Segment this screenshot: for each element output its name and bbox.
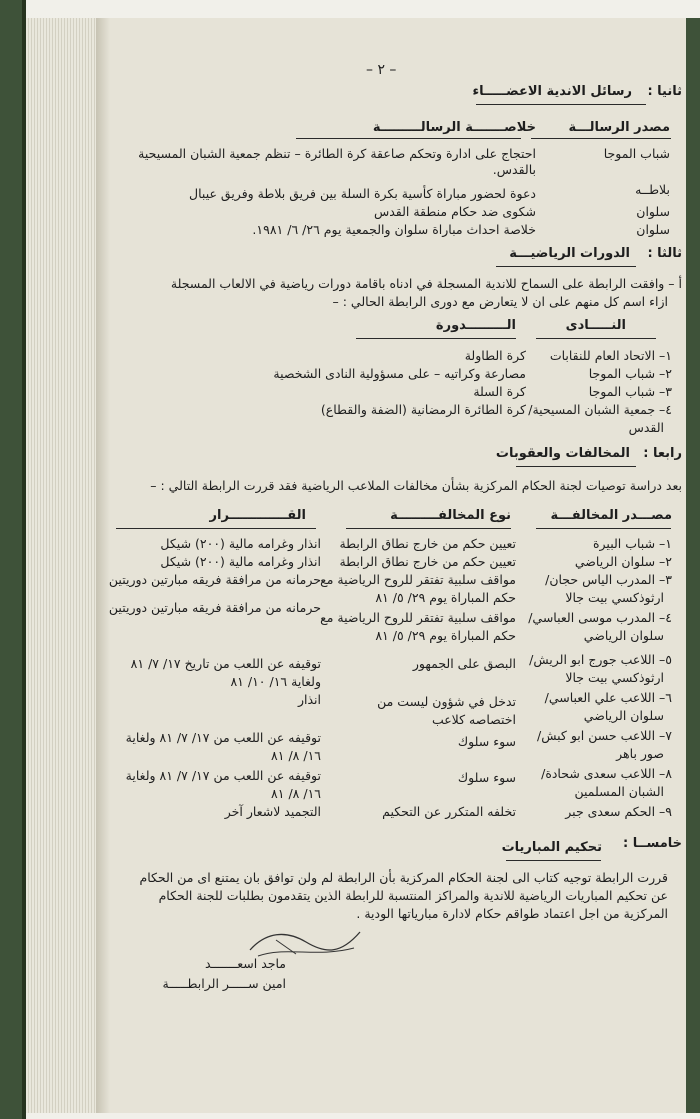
section2-col-source: مصدر الرسالـــة xyxy=(568,120,670,135)
violation-col-decision: القـــــــــــــرار xyxy=(209,508,306,523)
section2-prefix: ثانيا : xyxy=(647,84,682,99)
msg-summary-3: شكوى ضد حكام منطقة القدس xyxy=(373,204,536,219)
msg-summary-2: دعوة لحضور مباراة كأسية بكرة السلة بين فريق بلاطة وفريق عيبال xyxy=(189,186,536,201)
book-binding xyxy=(0,0,22,1119)
col-course-underline xyxy=(356,338,516,339)
msg-source-3: سلوان xyxy=(636,204,670,219)
violation-decision-1: انذار وغرامه مالية (٢٠٠) شيكل xyxy=(160,536,321,551)
violation-source-9: ٩– الحكم سعدى جبر xyxy=(565,804,672,819)
section3-underline xyxy=(496,266,636,267)
violation-type-8: سوء سلوك xyxy=(457,770,516,785)
violation-type-1: تعيين حكم من خارج نطاق الرابطة xyxy=(339,536,516,551)
msg-summary-1b: بالقدس. xyxy=(492,162,536,177)
section5-underline xyxy=(506,860,601,861)
violation-col-type: نوع المخالفـــــــــة xyxy=(390,508,511,523)
course-club-3: ٣– شباب الموجا xyxy=(588,384,672,399)
course-name-3: كرة السلة xyxy=(473,384,526,399)
violation-col-decision-underline xyxy=(116,528,316,529)
violation-source-5: ٥– اللاعب جورج ابو الريش/ xyxy=(529,652,672,667)
msg-summary-4: خلاصة احداث مباراة سلوان والجمعية يوم ٢٦/ ٦/ ١٩٨١. xyxy=(252,222,536,237)
page-number: – ٢ – xyxy=(366,62,397,78)
section4-intro: بعد دراسة توصيات لجنة الحكام المركزية بشأن مخالفات الملاعب الرياضية فقد قررت الرابطة التالي : – xyxy=(150,478,682,493)
course-club-4: ٤– جمعية الشبان المسيحية/ xyxy=(528,402,672,417)
col-source-underline xyxy=(531,138,671,139)
violation-source-6b: سلوان الرياضي xyxy=(583,708,664,723)
section4-title: المخالفات والعقوبات xyxy=(495,446,630,461)
violation-type-4b: حكم المباراة يوم ٢٩/ ٥/ ٨١ xyxy=(375,628,516,643)
course-club-2: ٢– شباب الموجا xyxy=(588,366,672,381)
book-cover-edge xyxy=(686,18,700,1113)
course-name-1: كرة الطاولة xyxy=(464,348,526,363)
course-club-4b: القدس xyxy=(628,420,664,435)
page-gutter xyxy=(96,18,110,1113)
section5-prefix: خامســا : xyxy=(622,836,682,851)
violation-decision-8b: ١٦/ ٨/ ٨١ xyxy=(271,786,321,801)
course-name-4: كرة الطائرة الرمضانية (الضفة والقطاع) xyxy=(320,402,526,417)
section3-text-2: ازاء اسم كل منهم على ان لا يتعارض مع دورى الرابطة الحالي : – xyxy=(332,294,668,309)
page-stack-edge xyxy=(26,18,96,1113)
violation-decision-3: حرمانه من مرافقة فريقه مبارتين دوريتين xyxy=(108,572,321,587)
violation-decision-7b: ١٦/ ٨/ ٨١ xyxy=(271,748,321,763)
violation-decision-6: انذار xyxy=(297,692,321,707)
violation-type-2: تعيين حكم من خارج نطاق الرابطة xyxy=(339,554,516,569)
section5-line-3: المركزية من اجل اعتماد طواقم حكام لادارة مبارياتها الودية . xyxy=(356,906,668,921)
violation-source-8b: الشبان المسلمين xyxy=(574,784,664,799)
violation-source-4b: سلوان الرياضي xyxy=(583,628,664,643)
violation-source-1: ١– شباب البيرة xyxy=(592,536,672,551)
section3-col-club: النـــــادى xyxy=(565,318,626,333)
violation-source-2: ٢– سلوان الرياضي xyxy=(574,554,672,569)
section3-prefix: ثالثا : xyxy=(647,246,682,261)
violation-source-3b: ارثوذكسي بيت جالا xyxy=(565,590,664,605)
violation-type-3b: حكم المباراة يوم ٢٩/ ٥/ ٨١ xyxy=(375,590,516,605)
violation-type-3: مواقف سلبية تفتقر للروح الرياضية مع xyxy=(320,572,516,587)
violation-type-6b: اختصاصه كلاعب xyxy=(431,712,516,727)
violation-source-5b: ارثوذكسي بيت جالا xyxy=(565,670,664,685)
section3-title: الدورات الرياضيـــة xyxy=(509,246,630,261)
section5-line-2: عن تحكيم المباريات الرياضية للاندية والمراكز المنتسبة للرابطة الذين يتقدمون بطلبات للجنة الحكام xyxy=(158,888,668,903)
section3-col-course: الـــــــــدورة xyxy=(435,318,516,333)
col-club-underline xyxy=(536,338,656,339)
violation-decision-9: التجميد لاشعار آخر xyxy=(224,804,321,819)
signatory-role: امين ســـــر الرابطـــــة xyxy=(162,976,286,991)
violation-decision-2: انذار وغرامه مالية (٢٠٠) شيكل xyxy=(160,554,321,569)
violation-decision-8: توقيفه عن اللعب من ١٧/ ٧/ ٨١ ولغاية xyxy=(125,768,321,783)
document-page xyxy=(96,18,686,1113)
section2-col-summary: خلاصـــــــة الرسالـــــــــة xyxy=(372,120,536,135)
violation-source-3: ٣– المدرب الياس حجان/ xyxy=(545,572,672,587)
violation-decision-7: توقيفه عن اللعب من ١٧/ ٧/ ٨١ ولغاية xyxy=(125,730,321,745)
violation-type-4: مواقف سلبية تفتقر للروح الرياضية مع xyxy=(320,610,516,625)
section4-prefix: رابعا : xyxy=(643,446,682,461)
violation-col-type-underline xyxy=(346,528,511,529)
section5-title: تحكيم المباريات xyxy=(501,840,602,855)
violation-col-source: مصـــدر المخالفـــة xyxy=(550,508,672,523)
msg-source-1: شباب الموجا xyxy=(603,146,670,161)
section3-text-1: أ – وافقت الرابطة على السماح للاندية المسجلة في ادناه باقامة دورات رياضية في الالعاب المسجلة xyxy=(170,276,682,291)
signatory-name: ماجد اسعـــــــد xyxy=(205,956,286,971)
violation-type-9: تخلفه المتكرر عن التحكيم xyxy=(382,804,516,819)
col-summary-underline xyxy=(296,138,521,139)
course-club-1: ١– الاتحاد العام للنقابات xyxy=(549,348,672,363)
violation-col-source-underline xyxy=(536,528,671,529)
violation-source-7b: صور باهر xyxy=(616,746,664,761)
msg-source-4: سلوان xyxy=(636,222,670,237)
section2-underline xyxy=(476,104,646,105)
section5-line-1: قررت الرابطة توجيه كتاب الى لجنة الحكام المركزية بأن الرابطة لم ولن توافق بان يمتنع اى من الحكام xyxy=(139,870,668,885)
violation-type-7: سوء سلوك xyxy=(457,734,516,749)
violation-type-5: البصق على الجمهور xyxy=(412,656,516,671)
msg-summary-1: احتجاج على ادارة وتحكم صاعقة كرة الطائرة – تنظم جمعية الشبان المسيحية xyxy=(138,146,536,161)
violation-source-4: ٤– المدرب موسى العباسي/ xyxy=(528,610,672,625)
violation-decision-5: توقيفه عن اللعب من تاريخ ١٧/ ٧/ ٨١ xyxy=(130,656,321,671)
violation-decision-4: حرمانه من مرافقة فريقه مبارتين دوريتين xyxy=(108,600,321,615)
msg-source-2: بلاطــه xyxy=(635,182,670,197)
section2-title: رسائل الاندية الاعضـــــاء xyxy=(472,84,632,99)
violation-source-6: ٦– اللاعب علي العباسي/ xyxy=(544,690,672,705)
section4-underline xyxy=(516,466,636,467)
violation-type-6: تدخل في شؤون ليست من xyxy=(377,694,516,709)
violation-source-7: ٧– اللاعب حسن ابو كبش/ xyxy=(536,728,672,743)
course-name-2: مصارعة وكراتيه – على مسؤولية النادى الشخصية xyxy=(273,366,526,381)
violation-source-8: ٨– اللاعب سعدى شحادة/ xyxy=(541,766,672,781)
violation-decision-5b: ولغاية ١٦/ ١٠/ ٨١ xyxy=(230,674,321,689)
